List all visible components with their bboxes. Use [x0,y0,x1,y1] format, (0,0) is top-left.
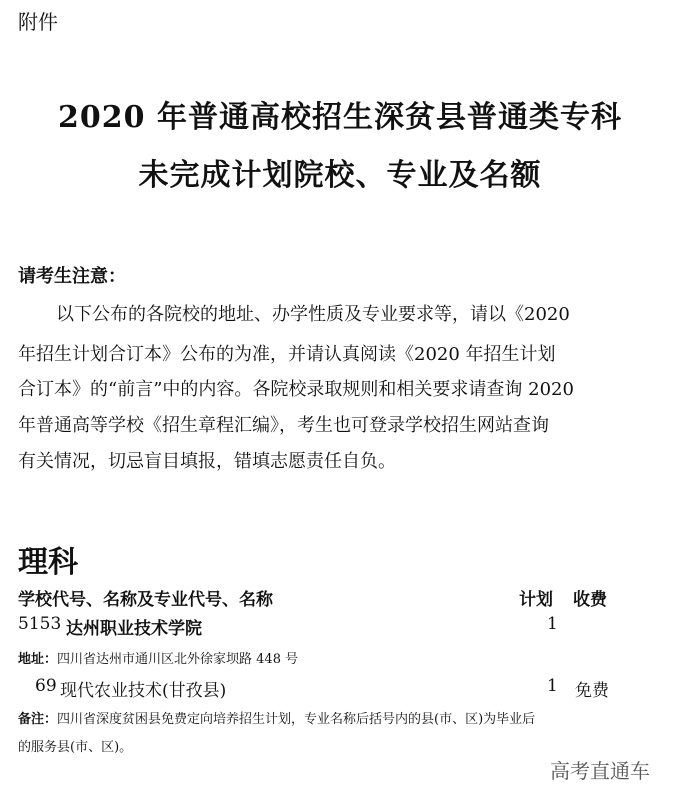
major-fee: 免费 [575,681,609,701]
school-plan-count: 1 [547,614,558,634]
address-label: 地址： [18,652,58,667]
remark-label: 备注： [18,712,58,727]
column-header-fee: 收费 [573,590,607,610]
column-header-plan: 计划 [519,590,553,610]
notice-line: 年普通高等学校《招生章程汇编》，考生也可登录学校招生网站查询 [18,415,549,436]
notice-line: 合订本》的“前言”中的内容。各院校录取规则和相关要求请查询 2020 [18,379,574,400]
major-plan-count: 1 [547,676,558,696]
document-title-line-2: 未完成计划院校、专业及名额 [138,158,542,193]
remark-line-2: 的服务县(市、区)。 [18,740,133,755]
column-header-school-major: 学校代号、名称及专业代号、名称 [18,590,273,610]
notice-line: 年招生计划合订本》公布的为准，并请认真阅读《2020 年招生计划 [18,344,556,365]
document-title-line-1: 2020 年普通高校招生深贫县普通类专科 [58,100,622,135]
remark-line-1 [18,708,535,727]
notice-heading: 请考生注意： [18,266,126,287]
school-name: 达州职业技术学院 [66,619,202,639]
address-text: 四川省达州市通川区北外徐家坝路 448 号 [57,652,299,667]
notice-line: 以下公布的各院校的地址、办学性质及专业要求等，请以《2020 [56,304,570,325]
major-name: 现代农业技术(甘孜县) [60,681,227,701]
attachment-label: 附件 [18,10,58,34]
major-code: 69 [35,676,57,696]
school-code: 5153 [18,614,62,634]
remark-text: 四川省深度贫困县免费定向培养招生计划，专业名称后括号内的县(市、区)为毕业后 [57,712,536,727]
section-title: 理科 [18,545,78,580]
watermark: 高考直通车 [550,759,650,783]
school-address [18,648,298,667]
notice-line: 有关情况，切忌盲目填报，错填志愿责任自负。 [18,451,396,472]
